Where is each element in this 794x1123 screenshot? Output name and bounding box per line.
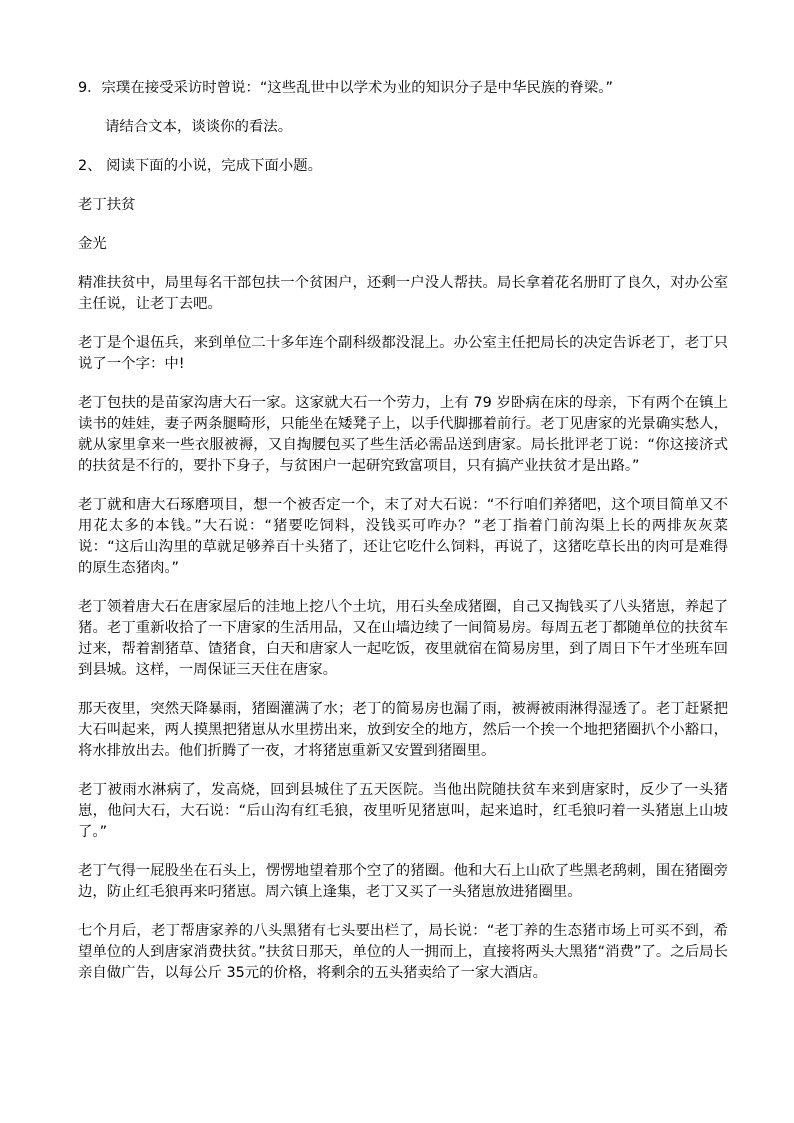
story-paragraph: 七个月后，老丁帮唐家养的八头黑猪有七头要出栏了，局长说：“老丁养的生态猪市场上可买不到，希望单位的人到唐家消费扶贫。”扶贫日那天，单位的人一拥而上，直接将两头大黑猪“消费”了。之后局长亲自做广告，以每公斤 35元的价格，将剩余的五头猪卖给了一家大酒店。 <box>78 923 728 981</box>
story-paragraph: 那天夜里，突然天降暴雨，猪圈灌满了水；老丁的简易房也漏了雨，被褥被雨淋得湿透了。老丁赶紧把大石叫起来，两人摸黑把猪崽从水里捞出来，放到安全的地方，然后一个挨一个地把猪圈扒个小豁口，将水排放出去。他们折腾了一夜，才将猪崽重新又安置到猪圈里。 <box>78 701 728 759</box>
story-paragraph: 老丁是个退伍兵，来到单位二十多年连个副科级都没混上。办公室主任把局长的决定告诉老丁，老丁只说了一个字：中! <box>78 335 728 372</box>
question-9-prompt: 请结合文本，谈谈你的看法。 <box>105 119 293 135</box>
story-paragraph: 老丁包扶的是苗家沟唐大石一家。这家就大石一个劳力，上有 79 岁卧病在床的母亲，下有两个在镇上读书的娃娃，妻子两条腿畸形，只能坐在矮凳子上，以手代脚挪着前行。老丁见唐家的光景确实愁人，就从家里拿来一些衣服被褥，又自掏腰包买了些生活必需品送到唐家。局长批评老丁说：“你这接济式的扶贫是不行的，要扑下身子，与贫困户一起研究致富项目，只有搞产业扶贫才是出路。” <box>78 395 728 474</box>
story-paragraph: 老丁领着唐大石在唐家屋后的洼地上挖八个土坑，用石头垒成猪圈，自己又掏钱买了八头猪崽，养起了猪。老丁重新收拾了一下唐家的生活用品，又在山墙边续了一间简易房。每周五老丁都随单位的扶贫车过来，帮着割猪草、馇猪食，白天和唐家人一起吃饭，夜里就宿在简易房里，到了周日下午才坐班车回到县城。这样，一周保证三天住在唐家。 <box>78 599 728 678</box>
story-paragraph: 老丁就和唐大石琢磨项目，想一个被否定一个，末了对大石说：“不行咱们养猪吧，这个项目简单又不用花太多的本钱。”大石说：“猪要吃饲料，没钱买可咋办？”老丁指着门前沟渠上长的两排灰灰菜说：“这后山沟里的草就足够养百十头猪了，还让它吃什么饲料，再说了，这猪吃草长出的肉可是难得的原生态猪肉。” <box>78 497 728 576</box>
document-page <box>78 78 728 984</box>
section-2-heading: 2、 阅读下面的小说，完成下面小题。 <box>78 158 322 174</box>
question-9: 9．宗璞在接受采访时曾说：“这些乱世中以学术为业的知识分子是中华民族的脊梁。” <box>78 80 613 96</box>
story-paragraph: 老丁气得一屁股坐在石头上，愣愣地望着那个空了的猪圈。他和大石上山砍了些黑老鸹刺，围在猪圈旁边，防止红毛狼再来叼猪崽。周六镇上逢集，老丁又买了一头猪崽放进猪圈里。 <box>78 863 728 900</box>
story-title: 老丁扶贫 <box>78 197 136 213</box>
story-author: 金光 <box>78 236 107 252</box>
story-paragraph: 精准扶贫中，局里每名干部包扶一个贫困户，还剩一户没人帮扶。局长拿着花名册盯了良久，对办公室主任说，让老丁去吧。 <box>78 275 728 312</box>
story-paragraph: 老丁被雨水淋病了，发高烧，回到县城住了五天医院。当他出院随扶贫车来到唐家时，反少了一头猪崽，他问大石，大石说：“后山沟有红毛狼，夜里听见猪崽叫，起来追时，红毛狼叼着一头猪崽上山坡了。” <box>78 782 728 840</box>
